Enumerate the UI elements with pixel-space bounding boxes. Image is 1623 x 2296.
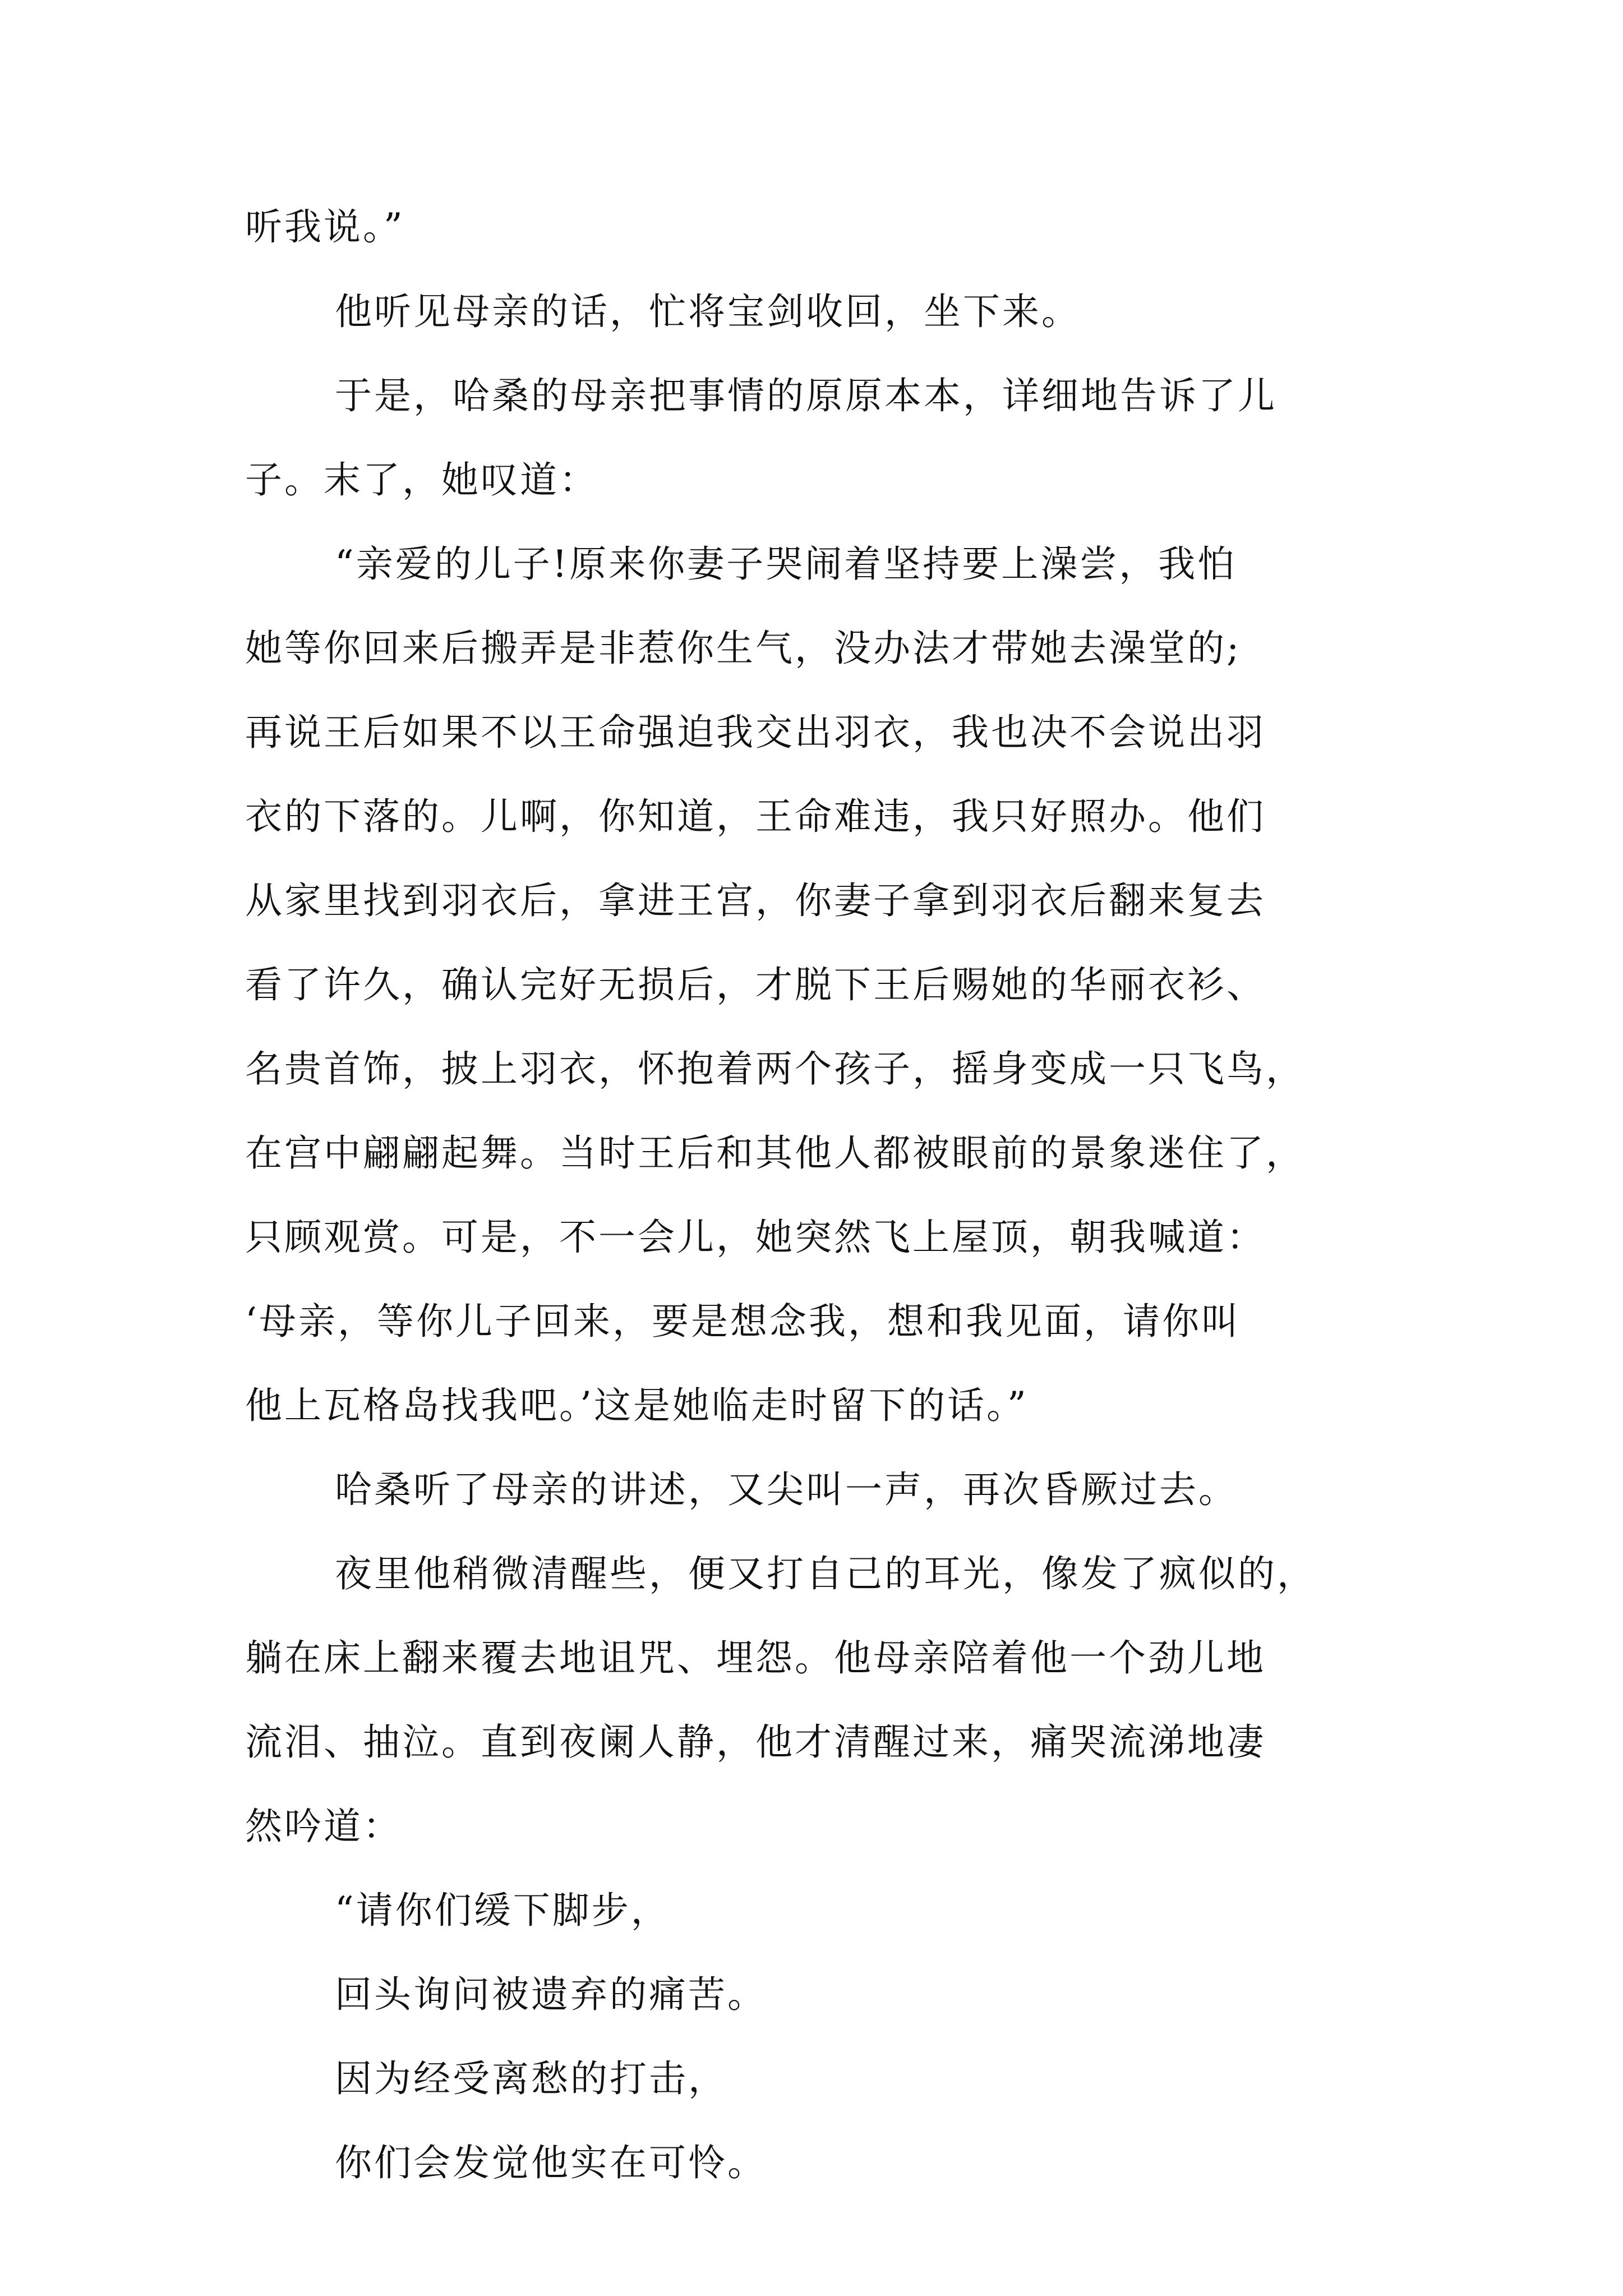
text-line-9: 从家里找到羽衣后，拿进王宫，你妻子拿到羽衣后翻来复去 [245,879,1266,922]
poem-line-1: “请你们缓下脚步， [335,1889,670,1932]
text-line-20: 然吟道： [245,1805,402,1848]
text-line-11: 名贵首饰，披上羽衣，怀抱着两个孩子，摇身变成一只飞鸟， [245,1047,1305,1091]
text-line-2: 他听见母亲的话，忙将宝剑收回，坐下来。 [335,290,1081,333]
text-line-3: 于是，哈桑的母亲把事情的原原本本，详细地告诉了儿 [335,374,1277,417]
text-line-16: 哈桑听了母亲的讲述，又尖叫一声，再次昏厥过去。 [335,1468,1238,1511]
text-line-19: 流泪、抽泣。直到夜阑人静，他才清醒过来，痛哭流涕地凄 [245,1720,1266,1764]
text-line-10: 看了许久，确认完好无损后，才脱下王后赐她的华丽衣衫、 [245,963,1266,1006]
poem-line-3: 因为经受离愁的打击， [335,2057,727,2100]
text-line-8: 衣的下落的。儿啊，你知道，王命难违，我只好照办。他们 [245,795,1266,838]
text-line-17: 夜里他稍微清醒些，便又打自己的耳光，像发了疯似的， [335,1552,1316,1595]
text-line-5: “亲爱的儿子!原来你妻子哭闹着坚持要上澡尝，我怕 [335,542,1237,586]
poem-line-4: 你们会发觉他实在可怜。 [335,2141,767,2184]
text-line-14: ‘母亲，等你儿子回来，要是想念我，想和我见面，请你叫 [245,1300,1241,1343]
poem-line-2: 回头询问被遗弃的痛苦。 [335,1973,767,2016]
text-line-1: 听我说。” [245,205,405,249]
text-line-18: 躺在床上翻来覆去地诅咒、埋怨。他母亲陪着他一个劲儿地 [245,1636,1266,1680]
text-line-15: 他上瓦格岛找我吧。’这是她临走时留下的话。” [245,1384,1029,1427]
text-line-12: 在宫中翩翩起舞。当时王后和其他人都被眼前的景象迷住了， [245,1131,1305,1175]
text-line-13: 只顾观赏。可是，不一会儿，她突然飞上屋顶，朝我喊道： [245,1216,1266,1259]
text-line-4: 子。末了，她叹道： [245,458,598,501]
text-line-6: 她等你回来后搬弄是非惹你生气，没办法才带她去澡堂的; [245,627,1242,670]
text-line-7: 再说王后如果不以王命强迫我交出羽衣，我也决不会说出羽 [245,711,1266,754]
